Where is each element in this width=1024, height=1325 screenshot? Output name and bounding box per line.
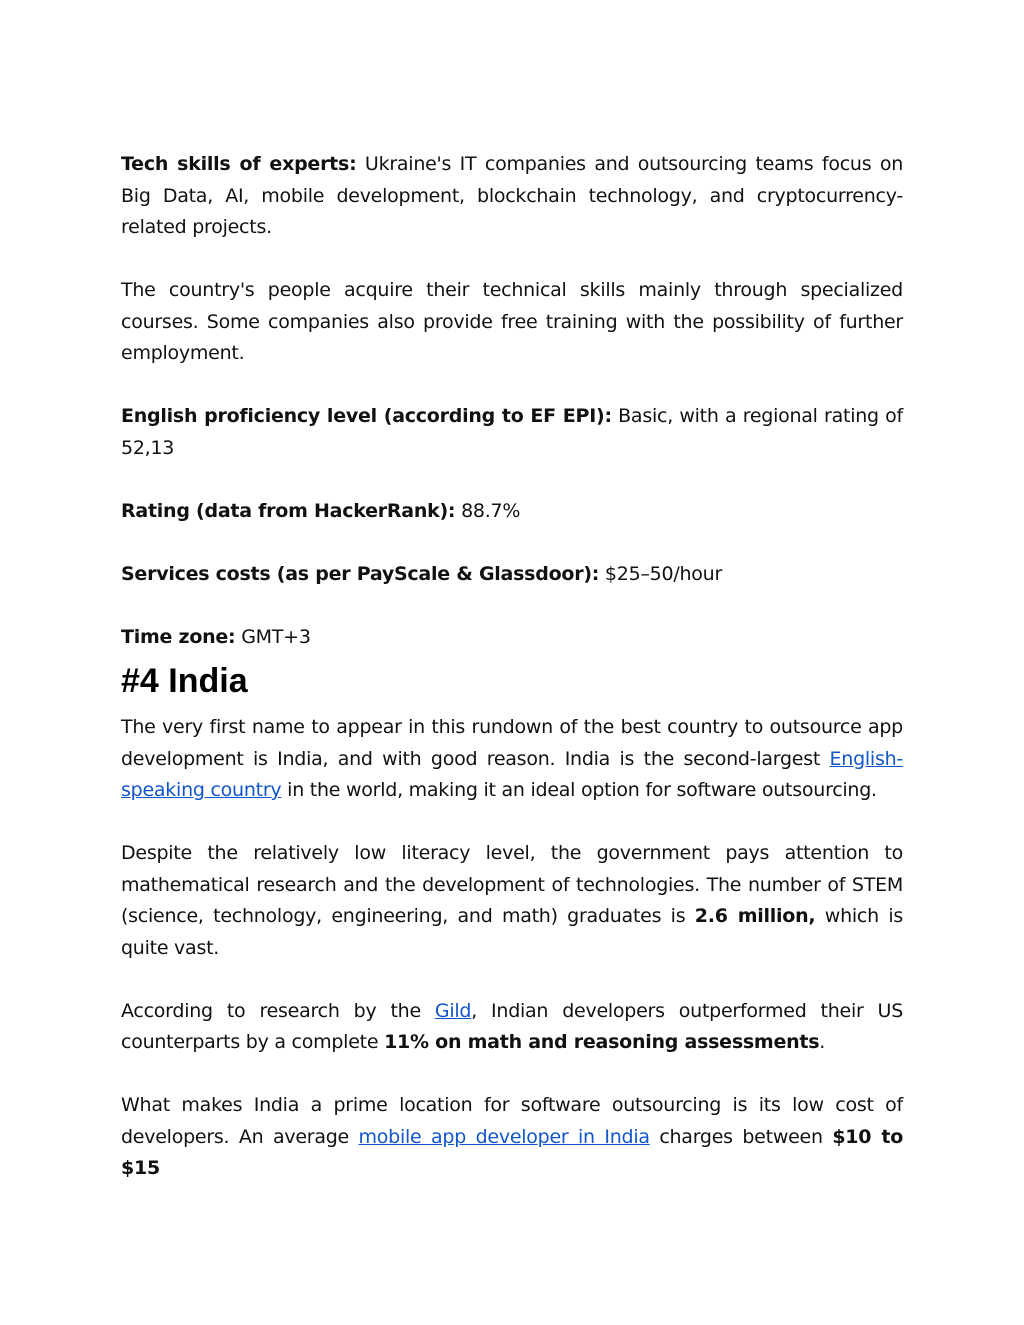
english-proficiency-value: Basic, with a regional rating of 52,13 (121, 405, 903, 459)
developer-cost-range: $10 to $15 (121, 1125, 903, 1179)
english-proficiency-paragraph (121, 401, 903, 464)
developer-cost-text: What makes India a prime location for software outsourcing is its low cost of developers. An average (121, 1094, 903, 1148)
stem-graduates-count: 2.6 million, (694, 905, 816, 927)
stem-text-end: which is quite vast. (121, 905, 904, 959)
gild-text: According to research by the (121, 999, 435, 1022)
rating-value: 88.7% (455, 499, 521, 522)
rating-paragraph (121, 496, 903, 528)
rating-label: Rating (data from HackerRank): (121, 499, 456, 522)
gild-research-paragraph (121, 996, 903, 1059)
stem-paragraph (121, 838, 903, 964)
india-heading: #4 India (121, 662, 248, 700)
services-costs-paragraph (121, 559, 903, 591)
document-page (121, 149, 903, 1185)
gild-assessment-result: 11% on math and reasoning assessments (384, 1031, 820, 1053)
india-intro-text-end: in the world, making it an ideal option for software outsourcing. (281, 779, 877, 801)
stem-text: Despite the relatively low literacy level, the government pays attention to mathematical research and the development of technologies. The number of STEM (science, technology, engineering, and math) graduates is (121, 842, 903, 927)
time-zone-label: Time zone: (121, 625, 236, 648)
training-paragraph: The country's people acquire their technical skills mainly through specialized courses. Some companies also provide free training with the possibility of further employment. (121, 279, 903, 364)
english-proficiency-label: English proficiency level (according to EF EPI): (121, 405, 612, 427)
tech-skills-label: Tech skills of experts: (121, 153, 357, 175)
india-intro-paragraph (121, 712, 903, 807)
gild-text-end: . (819, 1031, 826, 1053)
tech-skills-text: Ukraine's IT companies and outsourcing teams focus on Big Data, AI, mobile development, blockchain technology, and cryptocurrency-related projects. (121, 153, 904, 238)
tech-skills-paragraph (121, 149, 903, 244)
time-zone-value: GMT+3 (235, 625, 311, 648)
mobile-app-developer-india-link[interactable]: mobile app developer in India (358, 1125, 650, 1148)
developer-cost-text-middle: charges between (649, 1125, 833, 1148)
time-zone-paragraph (121, 622, 903, 654)
english-speaking-country-link[interactable]: English-speaking country (121, 747, 903, 801)
services-costs-label: Services costs (as per PayScale & Glassdoor): (121, 562, 600, 585)
gild-text-middle: , Indian developers outperformed their US counterparts by a complete (121, 999, 904, 1053)
developer-cost-paragraph (121, 1090, 903, 1185)
gild-link[interactable]: Gild (434, 999, 472, 1022)
services-costs-value: $25–50/hour (599, 562, 723, 585)
india-intro-text: The very first name to appear in this rundown of the best country to outsource app development is India, and with good reason. India is the second-largest (121, 716, 903, 770)
